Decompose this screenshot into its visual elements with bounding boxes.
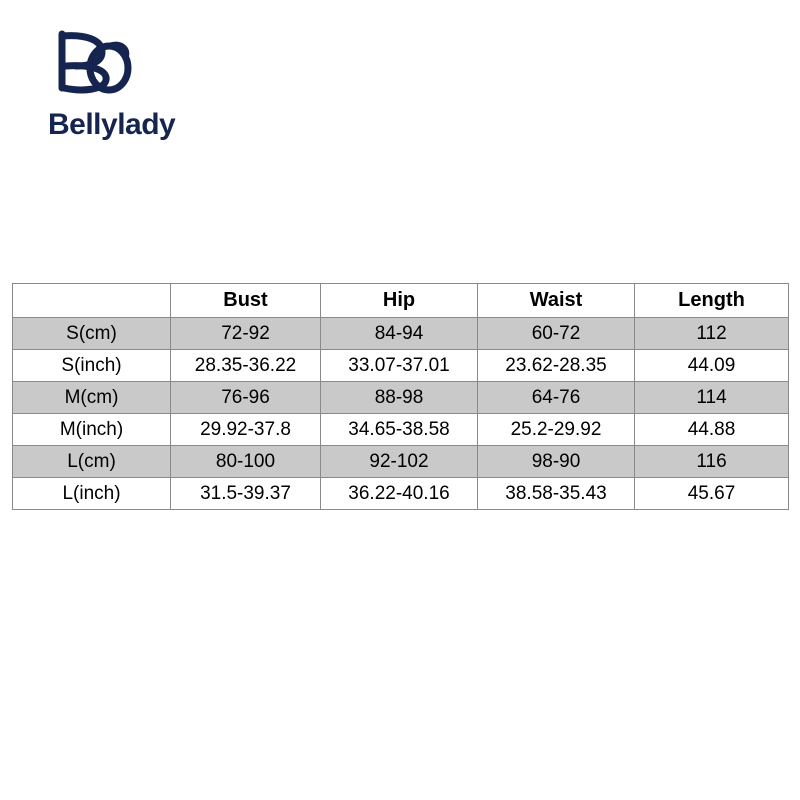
cell-bust: 31.5-39.37 [171, 478, 321, 510]
cell-length: 114 [635, 382, 789, 414]
cell-waist: 60-72 [478, 318, 635, 350]
cell-hip: 88-98 [321, 382, 478, 414]
cell-length: 116 [635, 446, 789, 478]
cell-hip: 33.07-37.01 [321, 350, 478, 382]
column-header-bust: Bust [171, 284, 321, 318]
column-header-waist: Waist [478, 284, 635, 318]
cell-length: 44.09 [635, 350, 789, 382]
table-row [13, 382, 789, 414]
cell-hip: 92-102 [321, 446, 478, 478]
cell-waist: 98-90 [478, 446, 635, 478]
cell-waist: 38.58-35.43 [478, 478, 635, 510]
column-header-corner [13, 284, 171, 318]
row-label: M(inch) [13, 414, 171, 446]
cell-waist: 25.2-29.92 [478, 414, 635, 446]
brand-logo [46, 26, 306, 142]
column-header-hip: Hip [321, 284, 478, 318]
table-row [13, 446, 789, 478]
table-row [13, 350, 789, 382]
cell-length: 112 [635, 318, 789, 350]
cell-hip: 84-94 [321, 318, 478, 350]
cell-bust: 29.92-37.8 [171, 414, 321, 446]
table-header-row [13, 284, 789, 318]
row-label: L(inch) [13, 478, 171, 510]
cell-bust: 80-100 [171, 446, 321, 478]
cell-bust: 72-92 [171, 318, 321, 350]
cell-hip: 34.65-38.58 [321, 414, 478, 446]
cell-waist: 23.62-28.35 [478, 350, 635, 382]
cell-length: 45.67 [635, 478, 789, 510]
column-header-length: Length [635, 284, 789, 318]
size-chart-table [12, 283, 789, 510]
cell-length: 44.88 [635, 414, 789, 446]
row-label: L(cm) [13, 446, 171, 478]
cell-hip: 36.22-40.16 [321, 478, 478, 510]
row-label: S(cm) [13, 318, 171, 350]
row-label: M(cm) [13, 382, 171, 414]
table-row [13, 414, 789, 446]
cell-bust: 76-96 [171, 382, 321, 414]
brand-name: Bellylady [48, 108, 176, 141]
table-row [13, 318, 789, 350]
size-chart [12, 283, 788, 510]
table-row [13, 478, 789, 510]
cell-bust: 28.35-36.22 [171, 350, 321, 382]
bellylady-monogram-icon [46, 26, 142, 106]
cell-waist: 64-76 [478, 382, 635, 414]
row-label: S(inch) [13, 350, 171, 382]
